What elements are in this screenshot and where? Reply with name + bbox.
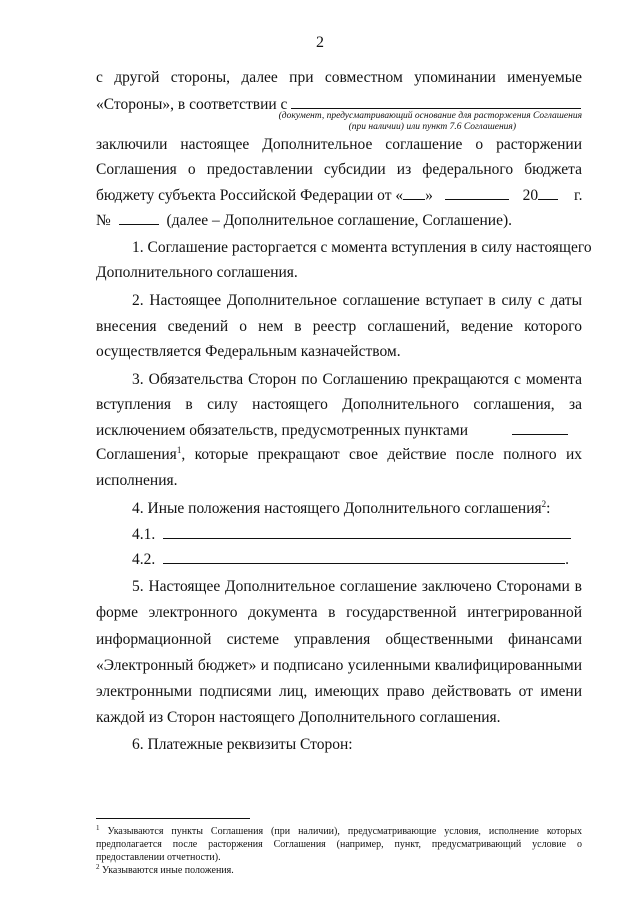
paragraph-line: 6. Платежные реквизиты Сторон:	[132, 736, 353, 753]
paragraph-text: исключением обязательств, предусмотренных пунктами	[96, 422, 468, 439]
field-note: (при наличии) или пункт 7.6 Соглашения)	[348, 122, 516, 132]
paragraph-line: Соглашения о предоставлении субсидии из федерального бюджета	[96, 161, 582, 178]
paragraph-line	[132, 499, 582, 519]
paragraph-line: информационной системе управления общественными финансами	[96, 631, 582, 648]
blank-field-day[interactable]	[403, 185, 425, 200]
footnote-number: 2	[96, 863, 100, 871]
paragraph-text: Соглашения	[96, 446, 177, 463]
paragraph-line: 2. Настоящее Дополнительное соглашение вступает в силу с даты	[132, 292, 582, 309]
item-number: 4.1.	[132, 526, 156, 543]
footnote-2	[96, 864, 582, 877]
blank-field-provision-4-1[interactable]	[163, 524, 571, 539]
footnote-ref[interactable]: 2	[541, 499, 547, 509]
paragraph-line: 3. Обязательства Сторон по Соглашению прекращаются с момента	[132, 371, 582, 388]
footnote-text: Указываются пункты Соглашения (при наличии), предусматривающие условия, исполнение которых предполагается после расторжения Соглашения (например, пункт, предусматривающий условие о предоставлении отчетности).	[96, 826, 583, 863]
paragraph-text: :	[546, 500, 551, 517]
footnote-1	[96, 825, 582, 864]
paragraph-line: внесения сведений о нем в реестр соглашений, ведение которого	[96, 318, 582, 335]
paragraph-text: »	[425, 187, 433, 204]
paragraph-line	[132, 549, 582, 570]
blank-field-basis-document[interactable]	[291, 94, 581, 109]
paragraph-line: электронными подписями лиц, имеющих право действовать от имени	[96, 683, 582, 700]
paragraph-line: осуществляется Федеральным казначейством.	[96, 343, 401, 360]
paragraph-line	[96, 445, 582, 465]
paragraph-text: №	[96, 212, 111, 229]
footnote-text: Указываются иные положения.	[102, 865, 234, 876]
item-number: 4.2.	[132, 551, 156, 568]
blank-field-year[interactable]	[538, 185, 558, 200]
blank-field-number[interactable]	[119, 210, 159, 225]
blank-field-provision-4-2[interactable]	[163, 549, 565, 564]
paragraph-text: (далее – Дополнительное соглашение, Соглашение).	[166, 212, 512, 229]
footnote-ref[interactable]: 1	[176, 445, 182, 455]
paragraph-text: .	[565, 551, 569, 568]
paragraph-text: «Стороны», в соответствии с	[96, 96, 288, 113]
paragraph-line: форме электронного документа в государственной интегрированной	[96, 604, 582, 621]
paragraph-text: г.	[573, 187, 583, 204]
paragraph-line: вступления в силу настоящего Дополнительного соглашения, за	[96, 396, 582, 413]
paragraph-line: 1. Соглашение расторгается с момента вступления в силу настоящего	[132, 239, 592, 256]
footnote-number: 1	[96, 824, 100, 832]
paragraph-text: бюджету субъекта Российской Федерации от «	[96, 187, 404, 204]
paragraph-line: заключили настоящее Дополнительное соглашение о расторжении	[96, 136, 582, 153]
paragraph-text: , которые прекращают свое действие после полного их	[181, 446, 582, 463]
paragraph-line: каждой из Сторон настоящего Дополнительного соглашения.	[96, 709, 501, 726]
paragraph-line	[132, 524, 582, 545]
paragraph-line: Дополнительного соглашения.	[96, 264, 298, 281]
blank-field-clauses[interactable]	[512, 420, 568, 435]
paragraph-line: «Электронный бюджет» и подписано усиленными квалифицированными	[96, 657, 582, 674]
paragraph-line: 5. Настоящее Дополнительное соглашение заключено Сторонами в	[132, 578, 582, 595]
paragraph-text: 20	[522, 187, 539, 204]
page-number: 2	[316, 34, 324, 51]
paragraph-text: 4. Иные положения настоящего Дополнительного соглашения	[132, 500, 542, 517]
paragraph-line	[96, 210, 582, 231]
footnote-separator	[96, 818, 250, 819]
field-note: (документ, предусматривающий основание для расторжения Соглашения	[278, 111, 582, 121]
blank-field-month[interactable]	[445, 185, 509, 200]
paragraph-line: исполнения.	[96, 472, 178, 489]
paragraph-line	[96, 185, 582, 206]
paragraph-line: с другой стороны, далее при совместном упоминании именуемые	[96, 69, 582, 86]
paragraph-line	[96, 420, 582, 441]
